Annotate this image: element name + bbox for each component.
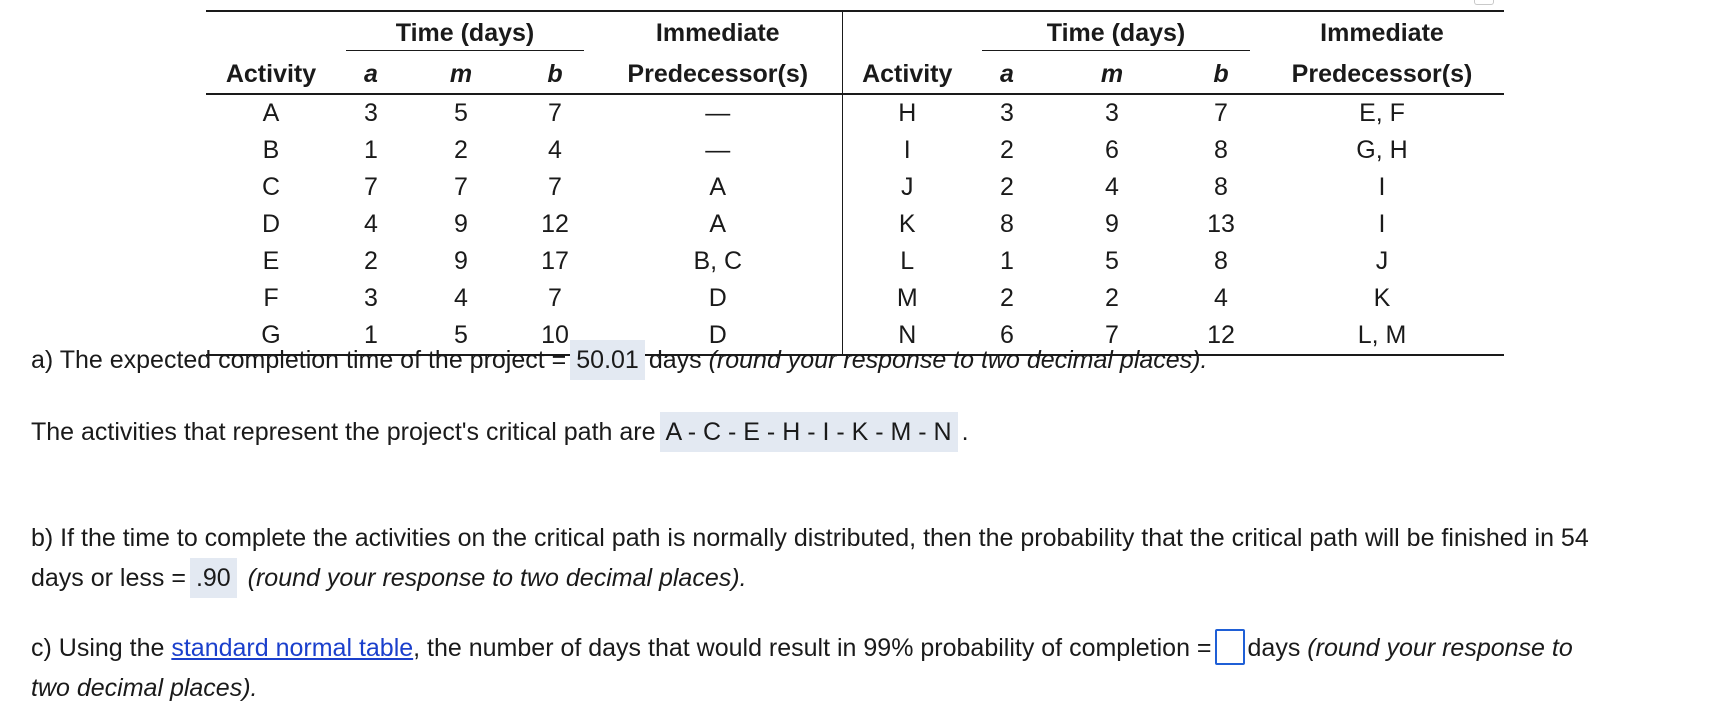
header-blank (842, 10, 972, 51)
cell-m-right: 5 (1105, 247, 1119, 275)
cell-activity-left: C (261, 173, 281, 201)
standard-normal-table-link[interactable]: standard normal table (171, 634, 414, 662)
question-b-line2: days or less = (31, 564, 186, 592)
critical-path-text: The activities that represent the project's critical path are (31, 418, 656, 446)
cell-a-left: 3 (364, 284, 378, 312)
cell-activity-right: K (898, 210, 916, 238)
cell-b-right: 7 (1214, 99, 1228, 127)
cell-b-right: 8 (1214, 136, 1228, 164)
cell-m-right: 2 (1105, 284, 1119, 312)
cell-b-right: 13 (1207, 210, 1235, 238)
question-a-hint: (round your response to two decimal places). (708, 346, 1208, 374)
question-c-prefix: c) Using the (31, 634, 165, 662)
cell-activity-left: F (263, 284, 279, 312)
cell-pred-right: K (1373, 284, 1391, 312)
question-b-line1: b) If the time to complete the activities on the critical path is normally distributed, then the probability that the critical path will be finished in 54 (31, 524, 1589, 552)
cell-activity-right: I (903, 136, 911, 164)
header-time-days-right: Time (days) (972, 10, 1260, 51)
question-a (31, 340, 1207, 380)
cell-b-left: 17 (541, 247, 569, 275)
cell-pred-right: L, M (1260, 317, 1504, 355)
cell-activity-left: D (261, 210, 281, 238)
cell-m-left: 9 (454, 247, 468, 275)
cell-activity-right: M (896, 284, 918, 312)
cell-pred-left: D (594, 317, 842, 355)
cell-a-right: 2 (1000, 284, 1014, 312)
table-row (206, 206, 1504, 243)
header-m-right: m (1042, 51, 1182, 94)
expected-time-answer: 50.01 (570, 340, 645, 380)
cell-a-right: 3 (1000, 99, 1014, 127)
cell-a-left: 1 (364, 136, 378, 164)
table-row (206, 132, 1504, 169)
cell-m-right: 9 (1105, 210, 1119, 238)
header-predecessor-line2-right: Predecessor(s) (1260, 51, 1504, 94)
cell-a-right: 2 (1000, 136, 1014, 164)
header-predecessor-line1-right: Immediate (1320, 19, 1444, 47)
header-a-left: a (336, 51, 406, 94)
cell-pred-left: — (594, 94, 842, 132)
cell-activity-right: J (901, 173, 914, 201)
header-time-days-left: Time (days) (336, 10, 594, 51)
activity-table (206, 10, 1504, 356)
cell-pred-right: I (1378, 173, 1386, 201)
cell-m-left: 7 (454, 173, 468, 201)
critical-path-answer: A - C - E - H - I - K - M - N (660, 412, 958, 452)
cell-pred-right: E, F (1359, 99, 1405, 127)
cell-b-right: 8 (1214, 247, 1228, 275)
question-c (31, 628, 1573, 708)
cell-m-left: 2 (454, 136, 468, 164)
question-c-hint-line2: two decimal places). (31, 674, 258, 702)
cell-b-left: 10 (516, 317, 594, 355)
cell-activity-right: N (842, 317, 972, 355)
table-row (206, 94, 1504, 132)
cell-activity-left: E (262, 247, 280, 275)
probability-answer: .90 (190, 558, 237, 598)
header-activity-left: Activity (206, 51, 336, 94)
cell-pred-left: — (594, 132, 842, 169)
cell-m-left: 5 (454, 99, 468, 127)
cell-activity-right: H (898, 99, 917, 127)
cell-a-right: 2 (1000, 173, 1014, 201)
table-row (206, 243, 1504, 280)
cell-a-left: 1 (336, 317, 406, 355)
cell-b-right: 4 (1214, 284, 1228, 312)
table-row (206, 169, 1504, 206)
cell-m-left: 9 (454, 210, 468, 238)
header-activity-right: Activity (842, 51, 972, 94)
header-blank (206, 10, 336, 51)
header-m-left: m (406, 51, 516, 94)
header-predecessor-line2-left: Predecessor(s) (594, 51, 842, 94)
cell-m-right: 7 (1042, 317, 1182, 355)
cell-pred-left: A (594, 206, 842, 243)
days-input[interactable] (1215, 629, 1245, 665)
cell-a-left: 3 (364, 99, 378, 127)
question-c-middle: , the number of days that would result in 99% probability of completion = (413, 634, 1212, 662)
question-a-text: a) The expected completion time of the project = (31, 346, 567, 374)
cell-m-left: 4 (454, 284, 468, 312)
cell-pred-right: J (1375, 247, 1389, 275)
header-b-right: b (1182, 51, 1260, 94)
cell-pred-left: B, C (594, 243, 842, 280)
cell-pred-right: I (1378, 210, 1386, 238)
cell-a-left: 7 (364, 173, 378, 201)
cell-m-left: 5 (406, 317, 516, 355)
cell-m-right: 6 (1105, 136, 1119, 164)
header-a-right: a (972, 51, 1042, 94)
cell-a-left: 4 (364, 210, 378, 238)
cell-m-right: 4 (1105, 173, 1119, 201)
cell-a-right: 8 (1000, 210, 1014, 238)
cell-pred-left: D (594, 280, 842, 317)
cell-b-left: 4 (548, 136, 562, 164)
question-c-unit: days (1247, 634, 1301, 662)
cell-pred-left: A (594, 169, 842, 206)
cell-b-left: 7 (548, 99, 562, 127)
cell-b-right: 12 (1182, 317, 1260, 355)
question-c-hint: (round your response to (1307, 634, 1573, 662)
header-b-left: b (516, 51, 594, 94)
table-row (206, 280, 1504, 317)
critical-path-question (31, 412, 969, 452)
cell-a-right: 6 (972, 317, 1042, 355)
cell-b-left: 7 (548, 284, 562, 312)
cell-activity-left: B (262, 136, 280, 164)
critical-path-period: . (961, 418, 969, 446)
cell-a-left: 2 (364, 247, 378, 275)
cell-activity-left: A (262, 99, 280, 127)
header-predecessor-line1-left: Immediate (594, 10, 842, 51)
cell-a-right: 1 (1000, 247, 1014, 275)
cell-pred-right: G, H (1356, 136, 1408, 164)
cell-activity-right: L (900, 247, 915, 275)
cell-activity-left: G (206, 317, 336, 355)
question-a-unit: days (648, 346, 702, 374)
cell-m-right: 3 (1105, 99, 1119, 127)
cell-b-left: 12 (541, 210, 569, 238)
question-b-hint: (round your response to two decimal places). (247, 564, 747, 592)
corner-mark (1474, 0, 1494, 5)
cell-b-left: 7 (548, 173, 562, 201)
cell-b-right: 8 (1214, 173, 1228, 201)
question-b (31, 518, 1589, 598)
